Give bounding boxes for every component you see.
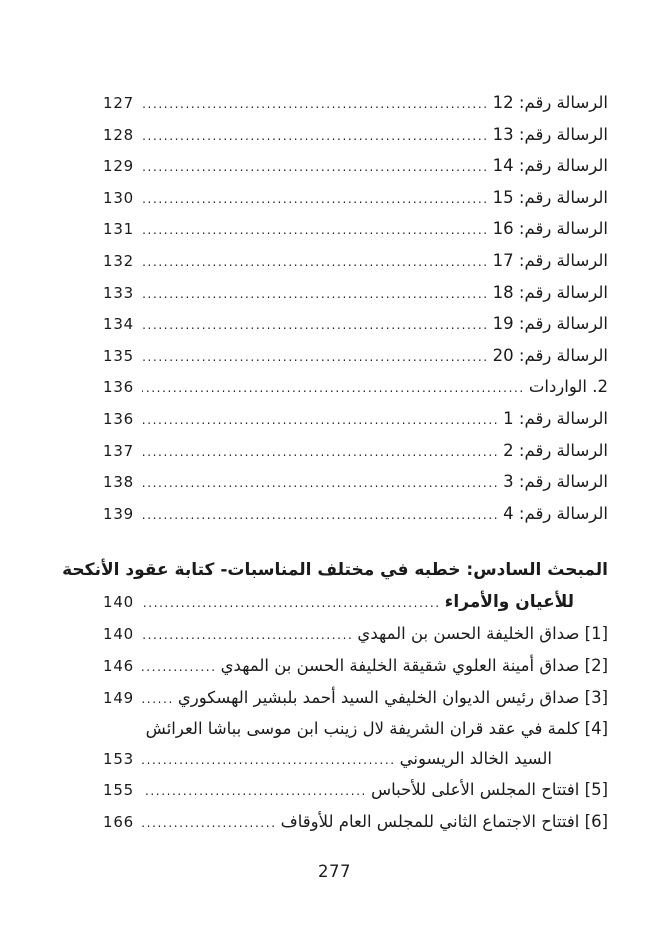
toc-section-heading <box>103 586 608 619</box>
table-of-contents <box>62 88 608 838</box>
dot-leader <box>142 343 489 373</box>
dot-leader <box>142 621 353 651</box>
toc-entry-label: [1] صداق الخليفة الحسن بن المهدي <box>357 624 608 644</box>
dot-leader <box>142 746 396 776</box>
toc-entry-page-number: 135 <box>103 346 135 365</box>
dot-leader <box>142 185 489 215</box>
dot-leader <box>142 469 499 499</box>
toc-entry <box>103 775 608 807</box>
toc-entry-page-number: 155 <box>103 781 135 800</box>
toc-entry <box>103 499 608 531</box>
toc-entry-page-number: 153 <box>103 749 135 768</box>
toc-entry-page-number: 139 <box>103 504 135 523</box>
dot-leader <box>142 777 367 807</box>
section-gap <box>103 530 608 554</box>
dot-leader <box>142 406 499 436</box>
toc-entry-label: الرسالة رقم: 18 <box>492 282 608 302</box>
toc-entry <box>103 88 608 120</box>
toc-entry-label: [4] كلمة في عقد قران الشريفة لال زينب ابن موسى بباشا العرائش <box>145 719 608 739</box>
toc-entry-label: [3] صداق رئيس الديوان الخليفي السيد أحمد بلبشير الهسكوري <box>177 687 608 707</box>
toc-entry <box>103 404 608 436</box>
toc-entry <box>103 807 608 839</box>
toc-entry <box>103 683 608 715</box>
toc-entry-label: للأعيان والأمراء <box>444 592 574 613</box>
dot-leader <box>142 280 489 310</box>
toc-entry-page-number: 140 <box>103 593 135 612</box>
toc-entry <box>103 214 608 246</box>
toc-entry <box>103 651 608 683</box>
dot-leader <box>142 90 489 120</box>
toc-entry-label: الرسالة رقم: 14 <box>492 156 608 176</box>
toc-entry-label: 2. الواردات <box>528 377 608 397</box>
toc-entry <box>103 341 608 373</box>
toc-entry-label: الرسالة رقم: 12 <box>492 93 608 112</box>
dot-leader <box>142 685 174 715</box>
toc-entry-label: الرسالة رقم: 19 <box>492 314 608 334</box>
toc-entry-page-number: 146 <box>103 656 135 675</box>
toc-entry-page-number: 128 <box>103 125 135 144</box>
toc-entry <box>103 436 608 468</box>
toc-entry <box>103 183 608 215</box>
toc-section-heading <box>62 554 608 586</box>
toc-entry <box>103 246 608 278</box>
toc-entry-label: الرسالة رقم: 3 <box>503 472 608 492</box>
toc-entry <box>103 309 608 341</box>
toc-entry-page-number: 131 <box>103 220 135 239</box>
dot-leader <box>142 122 489 152</box>
toc-entry-label: الرسالة رقم: 4 <box>503 503 608 523</box>
toc-entry-page-number: 127 <box>103 94 135 112</box>
toc-entry-page-number: 129 <box>103 157 135 176</box>
toc-entry-label: [5] افتتاح المجلس الأعلى للأحباس <box>370 780 608 800</box>
toc-entry-page-number: 149 <box>103 688 135 707</box>
toc-entry <box>103 120 608 152</box>
toc-entry-page-number: 130 <box>103 188 135 207</box>
dot-leader <box>142 153 489 183</box>
dot-leader <box>142 248 489 278</box>
dot-leader <box>142 501 499 531</box>
toc-entry-page-number: 166 <box>103 812 135 831</box>
toc-entry-label: الرسالة رقم: 20 <box>492 345 608 365</box>
dot-leader <box>142 653 217 683</box>
toc-entry <box>103 714 608 744</box>
toc-entry-label: الرسالة رقم: 2 <box>503 440 608 460</box>
toc-entry <box>103 619 608 651</box>
toc-entry-label: الرسالة رقم: 1 <box>503 408 608 428</box>
toc-entry-page-number: 134 <box>103 315 135 334</box>
toc-entry <box>103 151 608 183</box>
toc-entry-label: الرسالة رقم: 15 <box>492 187 608 207</box>
toc-entry-label: الرسالة رقم: 17 <box>492 250 608 270</box>
dot-leader <box>142 311 489 341</box>
toc-entry-page-number: 132 <box>103 251 135 270</box>
toc-entry-label: الرسالة رقم: 13 <box>492 124 608 144</box>
toc-entry-page-number: 137 <box>103 441 135 460</box>
dot-leader <box>142 438 499 468</box>
toc-entry-page-number: 136 <box>103 409 135 428</box>
dot-leader <box>142 587 441 619</box>
toc-entry <box>103 467 608 499</box>
toc-entry-label: السيد الخالد الريسوني <box>399 748 552 768</box>
toc-entry <box>103 744 608 776</box>
dot-leader <box>142 374 525 404</box>
dot-leader <box>142 216 489 246</box>
toc-entry-page-number: 136 <box>103 378 135 397</box>
toc-entry <box>103 372 608 404</box>
toc-entry-label: المبحث السادس: خطبه في مختلف المناسبات- كتابة عقود الأنكحة <box>62 560 608 581</box>
toc-entry-page-number: 133 <box>103 283 135 302</box>
dot-leader <box>142 809 277 839</box>
toc-entry-page-number: 138 <box>103 473 135 492</box>
toc-entry <box>103 278 608 310</box>
toc-entry-label: [6] افتتاح الاجتماع الثاني للمجلس العام للأوقاف <box>280 811 608 831</box>
toc-entry-label: [2] صداق أمينة العلوي شقيقة الخليفة الحسن بن المهدي <box>220 655 608 675</box>
footer-page-number: 277 <box>318 862 351 881</box>
toc-entry-label: الرسالة رقم: 16 <box>492 219 608 239</box>
toc-entry-page-number: 140 <box>103 625 135 644</box>
